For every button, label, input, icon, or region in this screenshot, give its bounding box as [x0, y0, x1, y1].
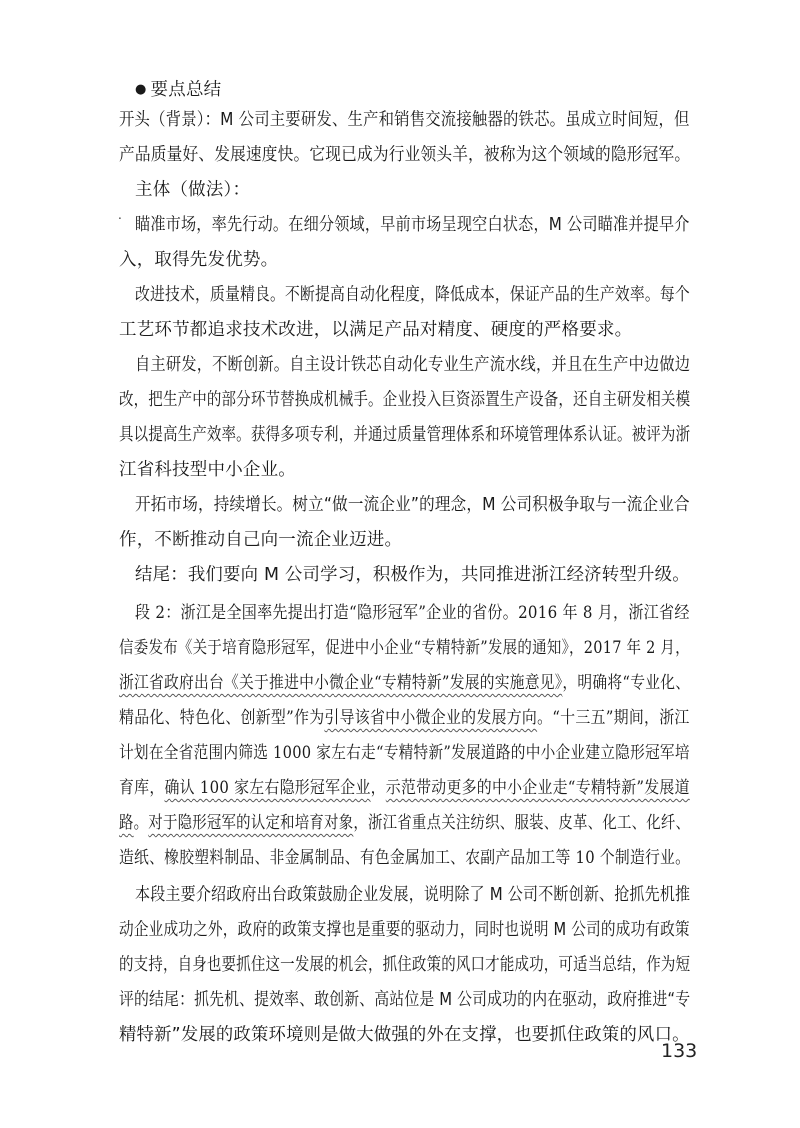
paragraph2-line-6: 育库，确认 100 家左右隐形冠军企业，示范带动更多的中小企业走“专精特新”发展道	[119, 777, 690, 797]
summary-point4-line-2: 作，不断推动自己向一流企业迈进。	[119, 530, 403, 550]
scan-mark: .	[118, 208, 122, 222]
annotated-text: 确认 100 家左右隐形冠军企业	[164, 777, 371, 797]
summary-point2-line-1: 改进技术，质量精良。不断提高自动化程度，降低成本，保证产品的生产效率。每个	[135, 285, 690, 305]
paragraph2-line-4: 精品化、特色化、创新型”作为引导该省中小微企业的发展方向。“十三五”期间，浙江	[119, 707, 690, 727]
summary-point1-line-1: 瞄准市场，率先行动。在细分领域，早前市场呈现空白状态，M 公司瞄准并提早介	[135, 215, 690, 235]
paragraph2-line-5: 计划在全省范围内筛选 1000 家左右走“专精特新”发展道路的中小企业建立隐形冠军培	[119, 742, 690, 762]
analysis-line-5: 精特新”发展的政策环境则是做大做强的外在支撑，也要抓住政策的风口。	[119, 1025, 690, 1045]
page-number: 133	[661, 1040, 698, 1062]
analysis-line-2: 动企业成功之外，政府的政策支撑也是重要的驱动力，同时也说明 M 公司的成功有政策	[119, 920, 690, 940]
annotated-text: 浙江省政府出台《关于推进中小微企业“专精特新”发展的实施意见》	[119, 672, 563, 692]
summary-point3-line-2: 改，把生产中的部分环节替换成机械手。企业投入巨资添置生产设备，还自主研发相关模	[119, 390, 691, 410]
bullet-icon: ●	[135, 82, 147, 97]
analysis-line-3: 的支持，自身也要抓住这一发展的机会，抓住政策的风口才能成功，可适当总结，作为短	[119, 955, 691, 975]
summary-point3-line-4: 江省科技型中小企业。	[119, 460, 296, 480]
summary-point1-line-2: 入，取得先发优势。	[119, 250, 279, 270]
summary-body-label: 主体（做法）：	[135, 180, 251, 200]
annotated-text: 对于隐形冠军的认定和培育对象	[148, 812, 354, 832]
paragraph2-line-2: 信委发布《关于培育隐形冠军，促进中小企业“专精特新”发展的通知》，2017 年 2 月，	[119, 637, 690, 657]
summary-point3-line-3: 具以提高生产效率。获得多项专利，并通过质量管理体系和环境管理体系认证。被评为浙	[119, 425, 691, 445]
paragraph2-line-8: 造纸、橡胶塑料制品、非金属制品、有色金属加工、农副产品加工等 10 个制造行业。	[119, 847, 691, 867]
summary-point3-line-1: 自主研发，不断创新。自主设计铁芯自动化专业生产流水线，并且在生产中边做边	[135, 355, 691, 375]
annotated-text: 示范带动更多的中小企业走“专精特新”发展道	[385, 777, 690, 797]
summary-opening-line-1: 开头（背景）：M 公司主要研发、生产和销售交流接触器的铁芯。虽成立时间短，但	[119, 110, 690, 130]
summary-ending: 结尾：我们要向 M 公司学习，积极作为，共同推进浙江经济转型升级。	[135, 565, 690, 585]
summary-point2-line-2: 工艺环节都追求技术改进，以满足产品对精度、硬度的严格要求。	[119, 320, 633, 340]
annotated-text: 路	[119, 812, 134, 832]
summary-heading: ● 要点总结	[135, 80, 222, 100]
summary-point4-line-1: 开拓市场，持续增长。树立“做一流企业”的理念，M 公司积极争取与一流企业合	[135, 495, 690, 515]
paragraph2-line-1: 段 2：浙江是全国率先提出打造“隐形冠军”企业的省份。2016 年 8 月，浙江省经	[135, 602, 690, 622]
analysis-line-4: 评的结尾：抓先机、提效率、敢创新、高站位是 M 公司成功的内在驱动，政府推进“专	[119, 990, 691, 1010]
paragraph2-line-7: 路。对于隐形冠军的认定和培育对象，浙江省重点关注纺织、服装、皮革、化工、化纤、	[119, 812, 691, 832]
summary-opening-line-2: 产品质量好、发展速度快。它现已成为行业领头羊，被称为这个领域的隐形冠军。	[119, 145, 691, 165]
paragraph2-line-3: 浙江省政府出台《关于推进中小微企业“专精特新”发展的实施意见》，明确将“专业化、	[119, 672, 691, 692]
annotated-text: 引导该省中小微企业的发展方向	[324, 707, 538, 727]
analysis-line-1: 本段主要介绍政府出台政策鼓励企业发展，说明除了 M 公司不断创新、抢抓先机推	[135, 885, 691, 905]
